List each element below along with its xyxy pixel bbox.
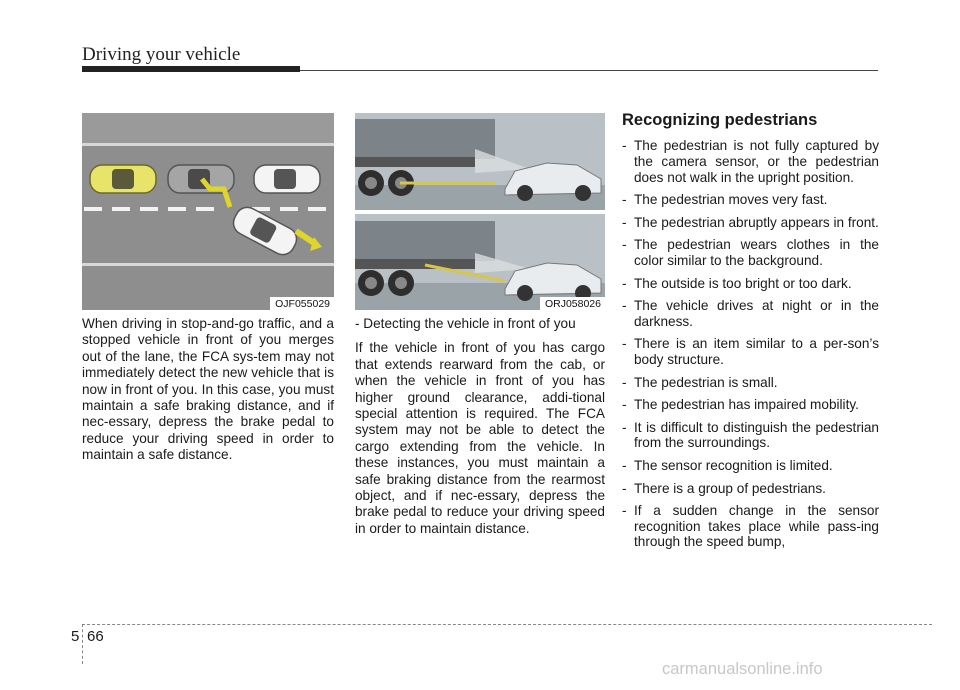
figure-code: OJF055029: [270, 297, 334, 310]
list-item: - The sensor recognition is limited.: [622, 457, 833, 473]
list-item: - The pedestrian is not fully captured by the camera sensor, or the pedestrian does not walk in the upright position.: [622, 138, 879, 185]
body-paragraph: If the vehicle in front of you has cargo that extends rearward from the cab, or when the vehicle in front of you has higher ground clearance, addi-tional special attention is required. The FCA system may not be able to detect the cargo extending from the vehicle. In these instances, you must maintain a safe braking distance from the rearmost object, and if nec-essary, depress the brake pedal to reduce your driving speed in order to maintain distance.: [355, 340, 605, 536]
page-number: 66: [87, 628, 104, 645]
section-number: 5: [71, 628, 80, 645]
list-item: - There is a group of pedestrians.: [622, 480, 826, 496]
subheading: - Detecting the vehicle in front of you: [355, 316, 576, 331]
section-title: Recognizing pedestrians: [622, 111, 818, 129]
footer-separator: [82, 624, 83, 664]
list-item: - The pedestrian is small.: [622, 374, 778, 390]
list-item: - The vehicle drives at night or in the darkness.: [622, 298, 879, 329]
list-item: - The pedestrian moves very fast.: [622, 192, 828, 208]
header-rule: [300, 70, 878, 71]
list-item: - If a sudden change in the sensor recognition takes place while pass-ing through the speed bump,: [622, 503, 879, 550]
list-item: - The pedestrian wears clothes in the color similar to the background.: [622, 237, 879, 268]
list-item: - It is difficult to distinguish the pedestrian from the surroundings.: [622, 419, 879, 451]
middle-column: [355, 316, 605, 545]
figure-code: ORJ058026: [540, 297, 605, 310]
list-item: - The pedestrian abruptly appears in front.: [622, 214, 879, 230]
figure-cargo-truck: [355, 113, 605, 310]
footer-rule: [82, 624, 932, 625]
lane-merge-illustration: [82, 113, 334, 310]
right-column: [622, 112, 879, 557]
body-paragraph: When driving in stop-and-go traffic, and a stopped vehicle in front of you merges out of the lane, the FCA sys-tem may not immediately detect the new vehicle that is now in front of you. In this case, you must maintain a safe braking distance, and if nec-essary, depress the brake pedal to reduce your driving speed in order to maintain a safe distance.: [82, 316, 334, 463]
header-bar: [82, 66, 300, 72]
condition-list: [622, 138, 879, 549]
left-column: [82, 316, 334, 472]
list-item: - There is an item similar to a per-son’s body structure.: [622, 336, 879, 367]
figure-lane-merge: [82, 113, 334, 310]
watermark: carmanualsonline.info: [662, 660, 823, 678]
list-item: - The outside is too bright or too dark.: [622, 275, 852, 291]
list-item: - The pedestrian has impaired mobility.: [622, 397, 859, 413]
page-header-title: Driving your vehicle: [82, 44, 241, 65]
cargo-truck-illustration: [355, 113, 605, 310]
